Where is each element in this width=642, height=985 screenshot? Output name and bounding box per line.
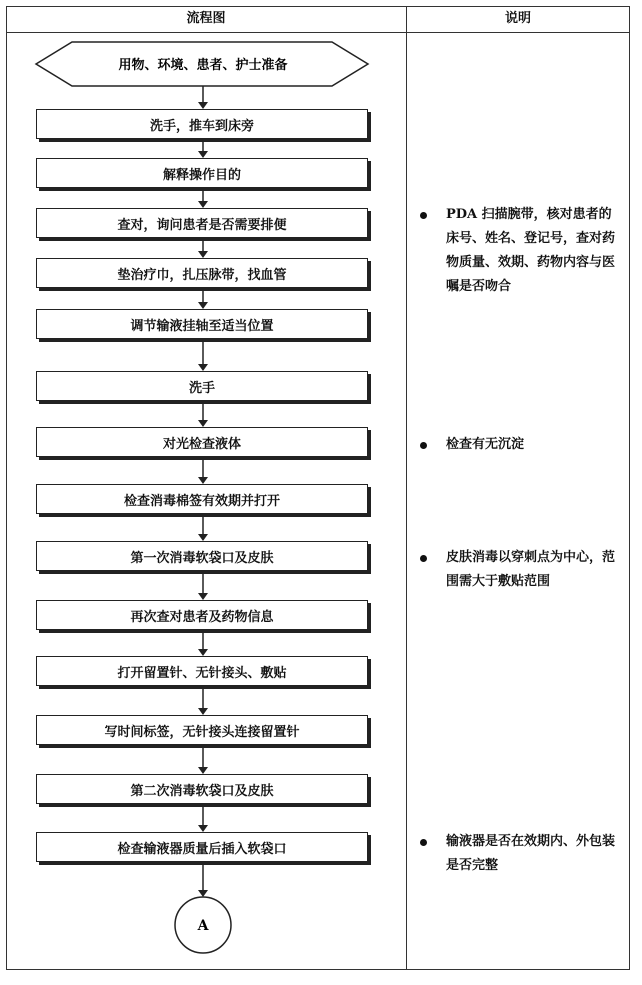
note-item [420, 203, 620, 299]
arrow-head-icon [198, 102, 208, 109]
note-item [420, 830, 620, 878]
flow-step: 查对，询问患者是否需要排便 [36, 208, 368, 238]
flow-step: 检查消毒棉签有效期并打开 [36, 484, 368, 514]
note-text: 皮肤消毒以穿刺点为中心，范围需大于敷贴范围 [446, 550, 616, 589]
bullet-icon [420, 555, 427, 562]
arrow-head-icon [198, 151, 208, 158]
flow-step: 对光检查液体 [36, 427, 368, 457]
arrow-head-icon [198, 593, 208, 600]
bullet-icon [420, 839, 427, 846]
arrow-head-icon [198, 477, 208, 484]
note-item [420, 546, 620, 594]
arrow-head-icon [198, 649, 208, 656]
flow-step: 解释操作目的 [36, 158, 368, 188]
arrow-head-icon [198, 420, 208, 427]
flow-step: 写时间标签，无针接头连接留置针 [36, 715, 368, 745]
flow-step: 打开留置针、无针接头、敷贴 [36, 656, 368, 686]
bullet-icon [420, 212, 427, 219]
arrow-head-icon [198, 534, 208, 541]
flow-step: 调节输液挂轴至适当位置 [36, 309, 368, 339]
note-text: PDA 扫描腕带，核对患者的床号、姓名、登记号，查对药物质量、效期、药物内容与医嘱是否吻合 [446, 207, 616, 294]
arrow-head-icon [198, 201, 208, 208]
flow-step: 洗手，推车到床旁 [36, 109, 368, 139]
note-text: 检查有无沉淀 [446, 437, 525, 452]
flow-step: 第一次消毒软袋口及皮肤 [36, 541, 368, 571]
flow-step: 第二次消毒软袋口及皮肤 [36, 774, 368, 804]
note-text: 输液器是否在效期内、外包装是否完整 [446, 834, 616, 873]
flow-step: 垫治疗巾，扎压脉带，找血管 [36, 258, 368, 288]
arrow-head-icon [198, 364, 208, 371]
connector-label: A [197, 918, 209, 934]
flow-step: 再次查对患者及药物信息 [36, 600, 368, 630]
flowchart-header: 流程图 [186, 11, 226, 26]
arrow-head-icon [198, 890, 208, 897]
note-item [420, 433, 620, 457]
notes-header: 说明 [504, 11, 531, 26]
start-label: 用物、环境、患者、护士准备 [118, 58, 288, 73]
arrow-head-icon [198, 708, 208, 715]
arrow-head-icon [198, 825, 208, 832]
flow-step: 洗手 [36, 371, 368, 401]
arrow-head-icon [198, 251, 208, 258]
arrow-head-icon [198, 767, 208, 774]
flow-step: 检查输液器质量后插入软袋口 [36, 832, 368, 862]
bullet-icon [420, 442, 427, 449]
arrow-head-icon [198, 302, 208, 309]
